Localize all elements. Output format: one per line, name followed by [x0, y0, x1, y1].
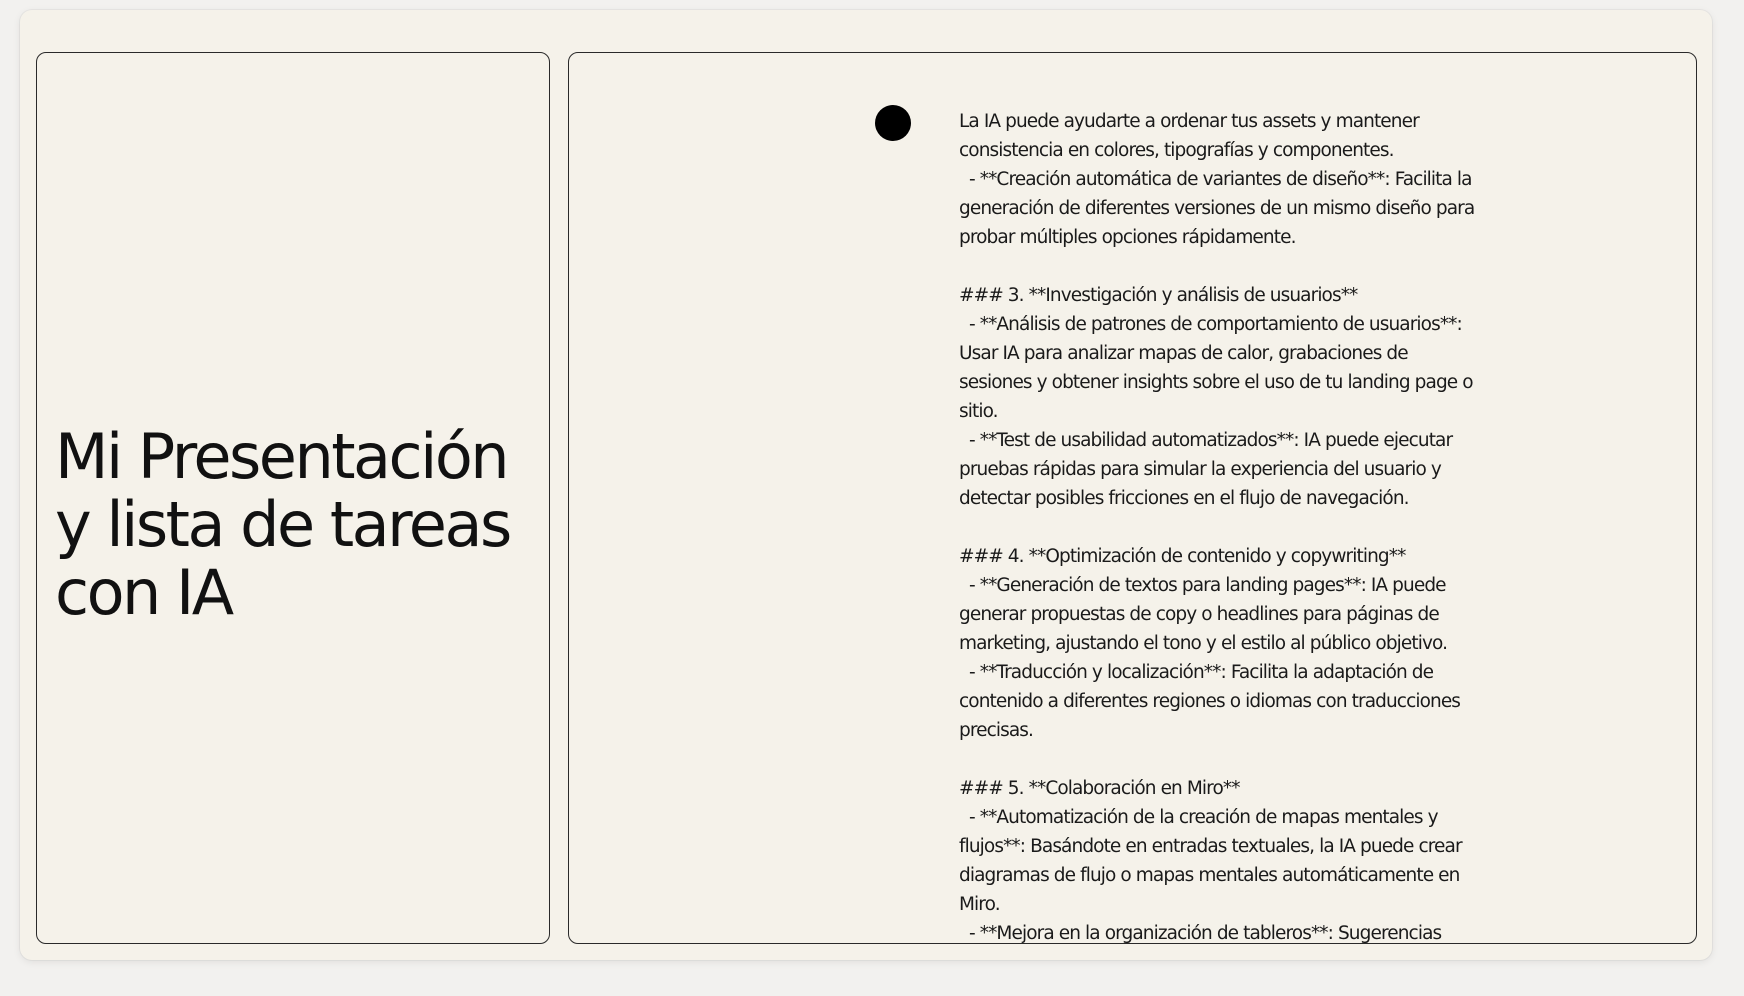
title-panel	[36, 52, 550, 944]
slide-title: Mi Presentación y lista de tareas con IA	[55, 420, 510, 629]
slide-body-text: La IA puede ayudarte a ordenar tus assets y mantener consistencia en colores, tipografías y componentes. - **Creación automática de variantes de diseño**: Facilita la generación de diferentes versiones de un mismo diseño para probar múltiples opciones rápidamente. ### 3. **Investigación y análisis de usuarios** - **Análisis de patrones de comportamiento de usuarios**: Usar IA para analizar mapas de calor, grabaciones de sesiones y obtener insights sobre el uso de tu landing page o sitio. - **Test de usabilidad automatizados**: IA puede ejecutar pruebas rápidas para simular la experiencia del usuario y detectar posibles fricciones en el flujo de navegación. ### 4. **Optimización de contenido y copywriting** - **Generación de textos para landing pages**: IA puede generar propuestas de copy o headlines para páginas de marketing, ajustando el tono y el estilo al público objetivo. - **Traducción y localización**: Facilita la adaptación de contenido a diferentes regiones o idiomas con traducciones precisas. ### 5. **Colaboración en Miro** - **Automatización de la creación de mapas mentales y flujos**: Basándote en entradas textuales, la IA puede crear diagramas de flujo o mapas mentales automáticamente en Miro. - **Mejora en la organización de tableros**: Sugerencias	[959, 111, 1475, 944]
presentation-slide	[20, 10, 1712, 960]
bullet-dot-icon	[875, 105, 911, 141]
content-panel[interactable]	[568, 52, 1697, 944]
